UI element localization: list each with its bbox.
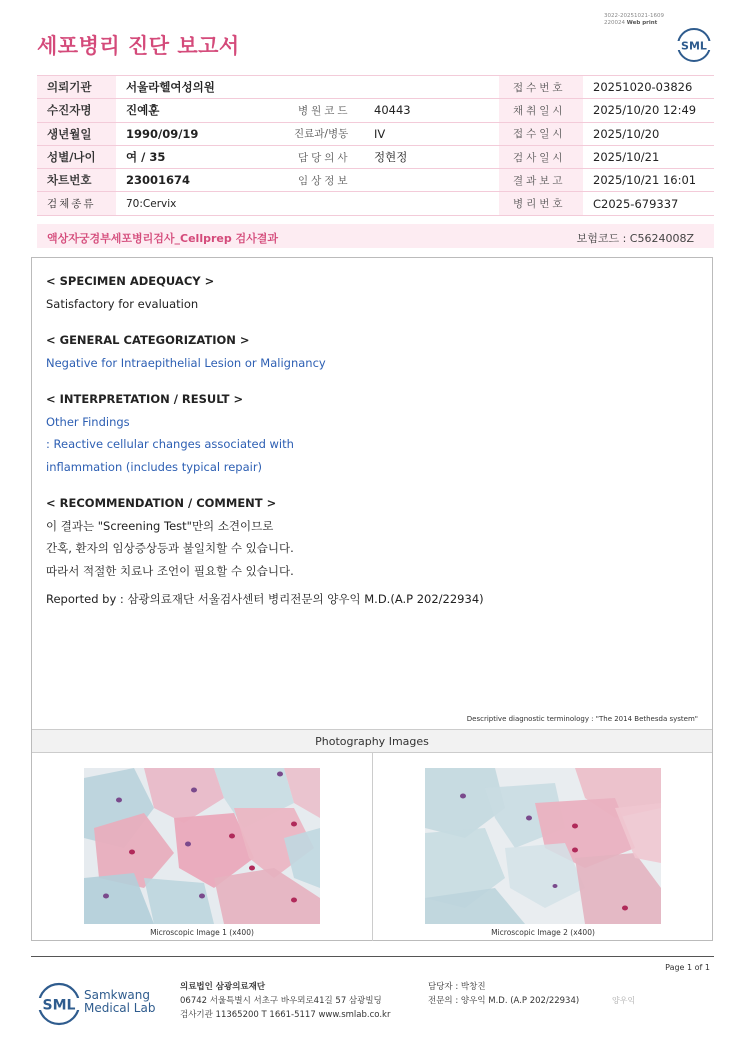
value-clinical-info (364, 169, 499, 192)
exam-header-bar (37, 224, 714, 248)
recommendation-title: < RECOMMENDATION / COMMENT > (46, 496, 277, 510)
org-name: 의료법인 삼광의료재단 (180, 982, 266, 992)
value-chart-number: 23001674 (116, 169, 284, 192)
staff-info (428, 980, 579, 1008)
value-patient-name: 진예훈 (116, 99, 284, 122)
recommendation-line-2: 간혹, 환자의 임상증상등과 불일치할 수 있습니다. (46, 541, 294, 555)
value-hospital-code: 40443 (364, 99, 499, 122)
label-patient-name: 수진자명 (37, 99, 116, 122)
staff-manager: 담당자 : 박창진 (428, 982, 486, 992)
sml-logo-footer (36, 981, 82, 1027)
bethesda-note: Descriptive diagnostic terminology : "The 2014 Bethesda system" (466, 715, 698, 723)
general-categorization-text: Negative for Intraepithelial Lesion or Malignancy (46, 355, 326, 370)
value-specimen-type: 70:Cervix (116, 192, 284, 215)
value-result-report: 2025/10/21 16:01 (583, 169, 714, 192)
photo-divider (372, 753, 373, 941)
company-name (84, 989, 155, 1015)
interpretation-line-3: inflammation (includes typical repair) (46, 459, 263, 474)
document-id-line2: 220024 Web print (604, 20, 658, 26)
value-pathology-number: C2025-679337 (583, 192, 714, 215)
label-receipt-time: 접수일시 (499, 122, 583, 145)
sml-logo-text: SML (681, 39, 707, 53)
label-department: 진료과/병동 (284, 122, 364, 145)
caption-image-1: Microscopic Image 1 (x400) (150, 928, 254, 937)
label-pathology-number: 병리번호 (499, 192, 583, 215)
value-department: IV (364, 122, 499, 145)
address-line: 06742 서울특별시 서초구 바우뫼로41길 57 삼광빌딩 (180, 996, 382, 1006)
value-exam-time: 2025/10/21 (583, 145, 714, 168)
sml-logo-footer-text: SML (42, 997, 76, 1014)
patient-info-table (37, 75, 714, 216)
value-birth-date: 1990/09/19 (116, 122, 284, 145)
web-print-label: Web print (626, 20, 658, 26)
company-address (180, 980, 390, 1022)
value-doctor: 정현정 (364, 145, 499, 168)
footer-divider (31, 956, 714, 957)
label-requesting-institution: 의뢰기관 (37, 76, 116, 99)
info-row (37, 169, 714, 192)
specimen-adequacy-title: < SPECIMEN ADEQUACY > (46, 274, 215, 288)
label-exam-time: 검사일시 (499, 145, 583, 168)
info-row (37, 99, 714, 122)
label-birth-date: 생년월일 (37, 122, 116, 145)
label-hospital-code: 병원코드 (284, 99, 364, 122)
label-chart-number: 차트번호 (37, 169, 116, 192)
info-row (37, 145, 714, 168)
label-receipt-number: 접수번호 (499, 76, 583, 99)
label-doctor: 담당의사 (284, 145, 364, 168)
recommendation-line-3: 따라서 적절한 치료나 조언이 필요할 수 있습니다. (46, 563, 294, 578)
general-categorization-title: < GENERAL CATEGORIZATION > (46, 333, 250, 347)
document-id (604, 13, 664, 27)
value-receipt-time: 2025/10/20 (583, 122, 714, 145)
label-result-report: 결과보고 (499, 169, 583, 192)
report-box (31, 257, 713, 941)
reported-by: Reported by : 삼광의료재단 서울검사센터 병리전문의 양우익 M.D.(A.P 202/22934) (46, 592, 484, 606)
info-row (37, 192, 714, 215)
microscopic-image-1 (84, 768, 320, 924)
company-name-line2: Medical Lab (84, 1001, 156, 1015)
sml-logo (676, 27, 712, 63)
report-content (46, 270, 696, 611)
page-number: Page 1 of 1 (665, 963, 710, 972)
page-title: 세포병리 진단 보고서 (37, 34, 240, 58)
label-sex-age: 성별/나이 (37, 145, 116, 168)
document-id-line1: 3022-20251021-1609 (604, 13, 664, 19)
recommendation-line-1: 이 결과는 "Screening Test"만의 소견이므로 (46, 518, 274, 533)
value-sex-age: 여 / 35 (116, 145, 284, 168)
label-clinical-info: 임상정보 (284, 169, 364, 192)
specimen-adequacy-text: Satisfactory for evaluation (46, 296, 199, 311)
interpretation-line-1: Other Findings (46, 414, 130, 429)
info-row (37, 122, 714, 145)
interpretation-title: < INTERPRETATION / RESULT > (46, 392, 244, 406)
company-name-line1: Samkwang (84, 988, 150, 1002)
caption-image-2: Microscopic Image 2 (x400) (491, 928, 595, 937)
contact-line: 검사기관 11365200 T 1661-5117 www.smlab.co.kr (180, 1010, 391, 1020)
exam-name: 액상자궁경부세포병리검사_Cellprep 검사결과 (47, 232, 279, 245)
info-row (37, 76, 714, 99)
label-collection-time: 채취일시 (499, 99, 583, 122)
label-specimen-type: 검체종류 (37, 192, 116, 215)
insurance-code: 보험코드 : C5624008Z (576, 232, 694, 245)
interpretation-line-2: : Reactive cellular changes associated with (46, 437, 294, 451)
value-collection-time: 2025/10/20 12:49 (583, 99, 714, 122)
microscopic-image-2 (425, 768, 661, 924)
photography-header: Photography Images (32, 729, 712, 753)
value-receipt-number: 20251020-03826 (583, 76, 714, 99)
staff-pathologist: 전문의 : 양우익 M.D. (A.P 202/22934) (428, 996, 580, 1006)
value-requesting-institution: 서울라헬여성의원 (116, 76, 284, 99)
signature: 양우익 (612, 996, 636, 1005)
